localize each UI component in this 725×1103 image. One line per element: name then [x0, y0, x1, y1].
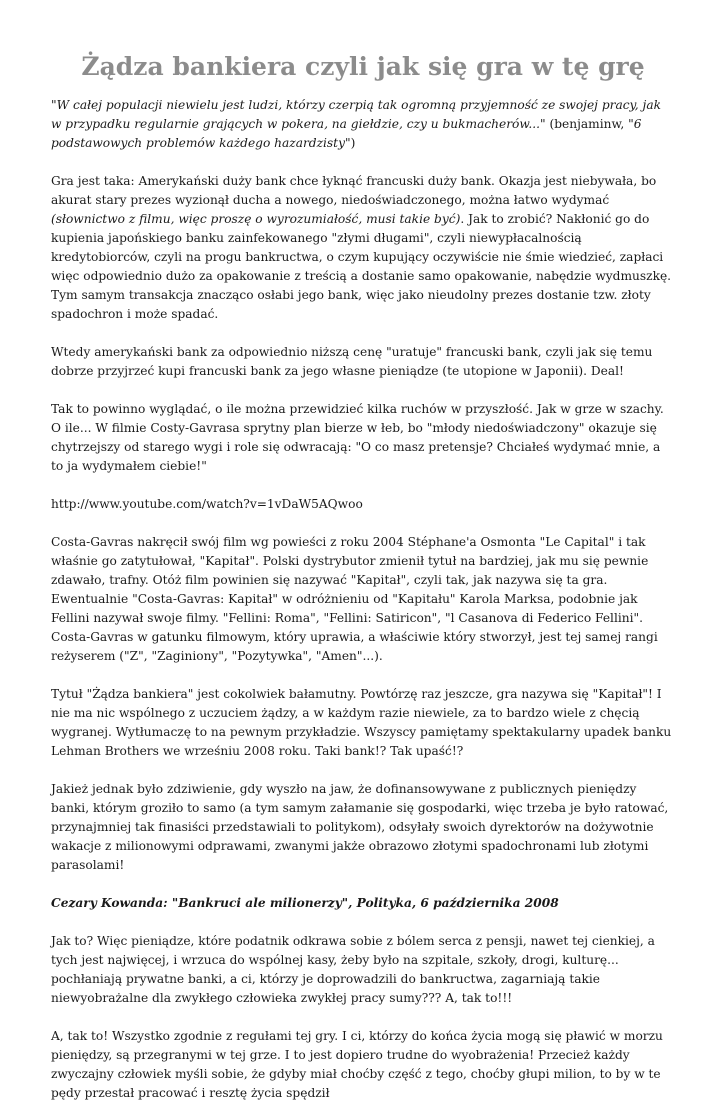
paragraph-8: A, tak to! Wszystko zgodnie z regułami tej gry. I ci, którzy do końca życia mogą się pławić w morzu pieniędzy, są przegranymi w tej grze. I to jest dopiero trudne do wyobrażenia! Przecież każdy zwyczajny człowiek myśli sobie, że gdyby miał choćby część z tego, choćby głupi milion, to by w te pędy przestał pracować i resztę życia spędził	[51, 1029, 663, 1100]
source-citation: Cezary Kowanda: "Bankruci ale milionerzy", Polityka, 6 października 2008	[51, 896, 559, 910]
paragraph-7: Jak to? Więc pieniądze, które podatnik odkrawa sobie z bólem serca z pensji, nawet tej cienkiej, a tych jest najwięcej, i wrzuca do wspólnej kasy, żeby było na szpitale, szkoły, drogi, kulturę... pochłaniają prywatne banki, a ci, którzy je doprowadzili do bankructwa, zagarniają takie niewyobrażalne dla zwykłego człowieka zwykłej pracy sumy??? A, tak to!!!	[51, 934, 655, 1005]
youtube-link[interactable]: http://www.youtube.com/watch?v=1vDaW5AQwoo	[51, 497, 363, 511]
paragraph-3: Tak to powinno wyglądać, o ile można przewidzieć kilka ruchów w przyszłość. Jak w grze w szachy. O ile... W filmie Costy-Gavrasa sprytny plan bierze w łeb, bo "młody niedoświadczony" okazuje się chytrzejszy od starego wygi i role się odwracają: "O co masz pretensje? Chciałeś wydymać mnie, a to ja wydymałem ciebie!"	[51, 402, 664, 473]
epigraph-attribution-open: (benjaminw, "	[545, 117, 634, 131]
paragraph-4: Costa-Gavras nakręcił swój film wg powieści z roku 2004 Stéphane'a Osmonta "Le Capital" i tak właśnie go zatytułował, "Kapitał". Polski dystrybutor zmienił tytuł na bardziej, jak mu się pewnie zdawało, trafny. Otóż film powinien się nazywać "Kapitał", czyli tak, jak nazywa się ta gra. Ewentualnie "Costa-Gavras: Kapitał" w odróżnieniu od "Kapitału" Karola Marksa, podobnie jak Fellini nazywał swoje filmy. "Fellini: Roma", "Fellini: Satiricon", "l Casanova di Federico Fellini". Costa-Gavras w gatunku filmowym, który uprawia, a właściwie który stworzył, jest tej samej rangi reżyserem ("Z", "Zaginiony", "Pozytywka", "Amen"...).	[51, 535, 658, 663]
epigraph	[51, 96, 675, 153]
paragraph-1-italic-aside: (słownictwo z filmu, więc proszę o wyrozumiałość, musi takie być)	[51, 212, 461, 226]
paragraph-5: Tytuł "Żądza bankiera" jest cokolwiek bałamutny. Powtórzę raz jeszcze, gra nazywa się "Kapitał"! I nie ma nic wspólnego z uczuciem żądzy, a w każdym razie niewiele, za to bardzo wiele z chęcią wygranej. Wytłumaczę to na pewnym przykładzie. Wszyscy pamiętamy spektakularny upadek banku Lehman Brothers we wrześniu 2008 roku. Taki bank!? Tak upaść!?	[51, 687, 672, 758]
paragraph-1-text-a: Gra jest taka: Amerykański duży bank chce łyknąć francuski duży bank. Okazja jest niebywała, bo akurat stary prezes wyzionął ducha a nowego, niedoświadczonego, można łatwo wydymać	[51, 174, 657, 207]
paragraph-1-text-c: . Jak to zrobić? Nakłonić go do kupienia japońskiego banku zainfekowanego "złymi długami", czyli niewypłacalnością kredytobiorców, czyli na progu bankructwa, o czym kupujący oczywiście nie śmie wiedzieć, zapłaci więc odpowiednio dużo za opakowanie z treścią a dostanie samo opakowanie, nabędzie wydmuszkę. Tym samym transakcja znacząco osłabi jego bank, więc jako nieudolny prezes dostanie tzw. złoty spadochron i może spadać.	[51, 212, 672, 321]
page-title: Żądza bankiera czyli jak się gra w tę grę	[81, 52, 645, 81]
paragraph-1	[51, 172, 675, 324]
epigraph-attribution-close: ")	[344, 136, 356, 150]
epigraph-attribution-title: 6 podstawowych problemów każdego hazardzisty	[51, 117, 642, 150]
paragraph-2: Wtedy amerykański bank za odpowiednio niższą cenę "uratuje" francuski bank, czyli jak się temu dobrze przyjrzeć kupi francuski bank za jego własne pieniądze (te utopione w Japonii). Deal!	[51, 345, 653, 378]
paragraph-6: Jakież jednak było zdziwienie, gdy wyszło na jaw, że dofinansowywane z publicznych pieniędzy banki, którym groziło to samo (a tym samym załamanie się gospodarki, więc trzeba je było ratować, przynajmniej tak finasiści przedstawiali to politykom), odsyłały swoich dyrektorów na dożywotnie wakacje z milionowymi odprawami, zwanymi jakże obrazowo złotymi spadochronami lub złotymi parasolami!	[51, 782, 669, 872]
epigraph-quote: "W całej populacji niewielu jest ludzi, którzy czerpią tak ogromną przyjemność ze swojej pracy, jak w przypadku regularnie grających w pokera, na giełdzie, czy u bukmacherów..."	[51, 98, 661, 131]
